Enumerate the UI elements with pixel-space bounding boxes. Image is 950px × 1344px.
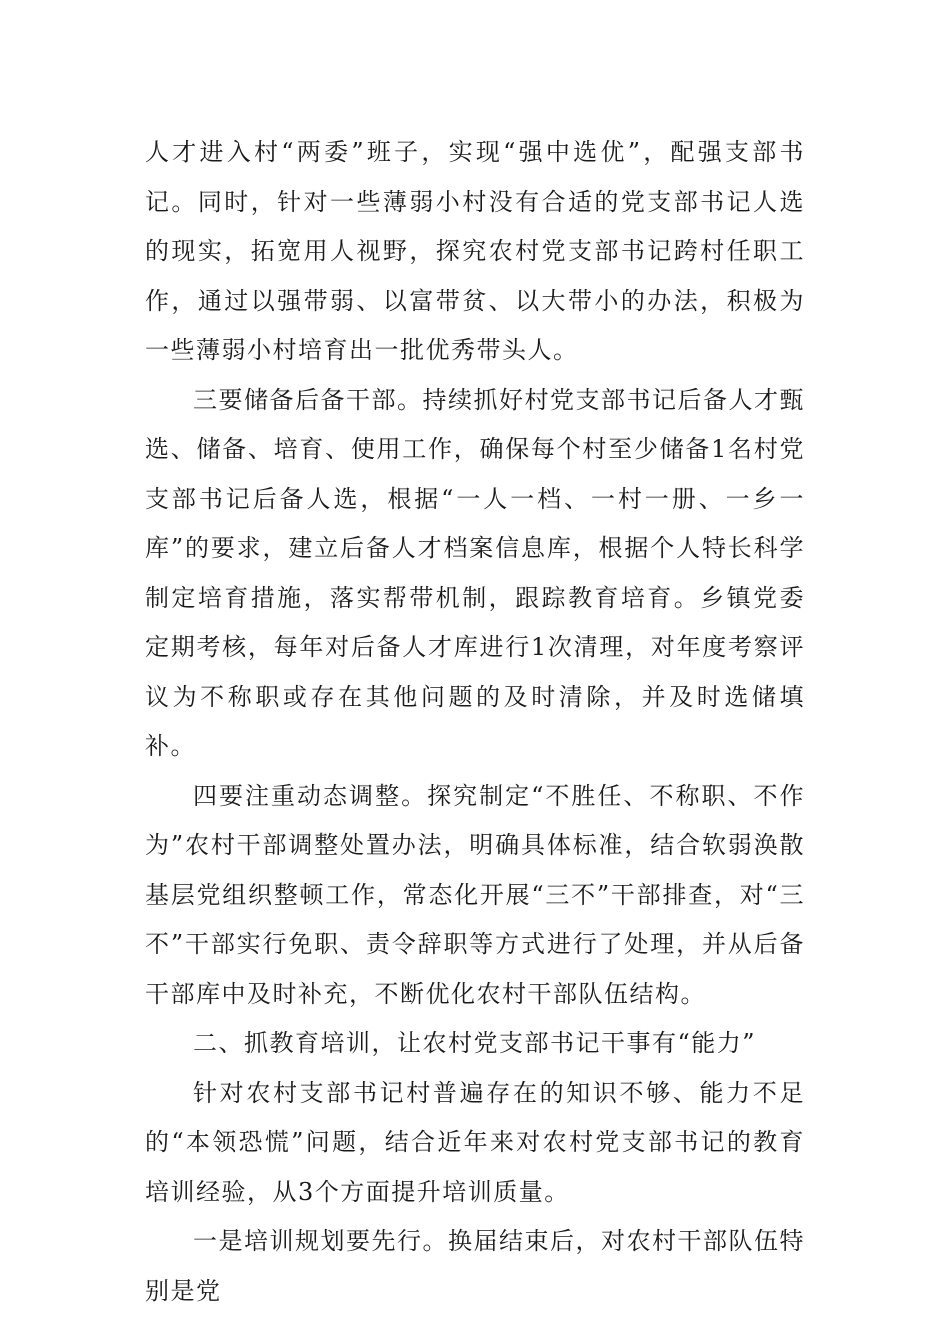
paragraph-training-quality: 针对农村支部书记村普遍存在的知识不够、能力不足的“本领恐慌”问题，结合近年来对农村党支部书记的教育培训经验，从3个方面提升培训质量。	[145, 1078, 805, 1206]
section-heading-education-training: 二、抓教育培训，让农村党支部书记干事有“能力”	[193, 1029, 757, 1057]
paragraph-continuation: 人才进入村“两委”班子，实现“强中选优”，配强支部书记。同时，针对一些薄弱小村没有合适的党支部书记人选的现实，拓宽用人视野，探究农村党支部书记跨村任职工作，通过以强带弱、以富带贫、以大带小的办法，积极为一些薄弱小村培育出一批优秀带头人。	[145, 138, 805, 364]
paragraph-dynamic-adjustment: 四要注重动态调整。探究制定“不胜任、不称职、不作为”农村干部调整处置办法，明确具体标准，结合软弱涣散基层党组织整顿工作，常态化开展“三不”干部排查，对“三不”干部实行免职、责令辞职等方式进行了处理，并从后备干部库中及时补充，不断优化农村干部队伍结构。	[145, 781, 805, 1008]
paragraph-reserve-cadres: 三要储备后备干部。持续抓好村党支部书记后备人才甄选、储备、培育、使用工作，确保每个村至少储备1名村党支部书记后备人选，根据“一人一档、一村一册、一乡一库”的要求，建立后备人才档案信息库，根据个人特长科学制定培育措施，落实帮带机制，跟踪教育培育。乡镇党委定期考核，每年对后备人才库进行1次清理，对年度考察评议为不称职或存在其他问题的及时清除，并及时选储填补。	[145, 385, 805, 760]
paragraph-training-plan: 一是培训规划要先行。换届结束后，对农村干部队伍特别是党	[145, 1227, 805, 1305]
